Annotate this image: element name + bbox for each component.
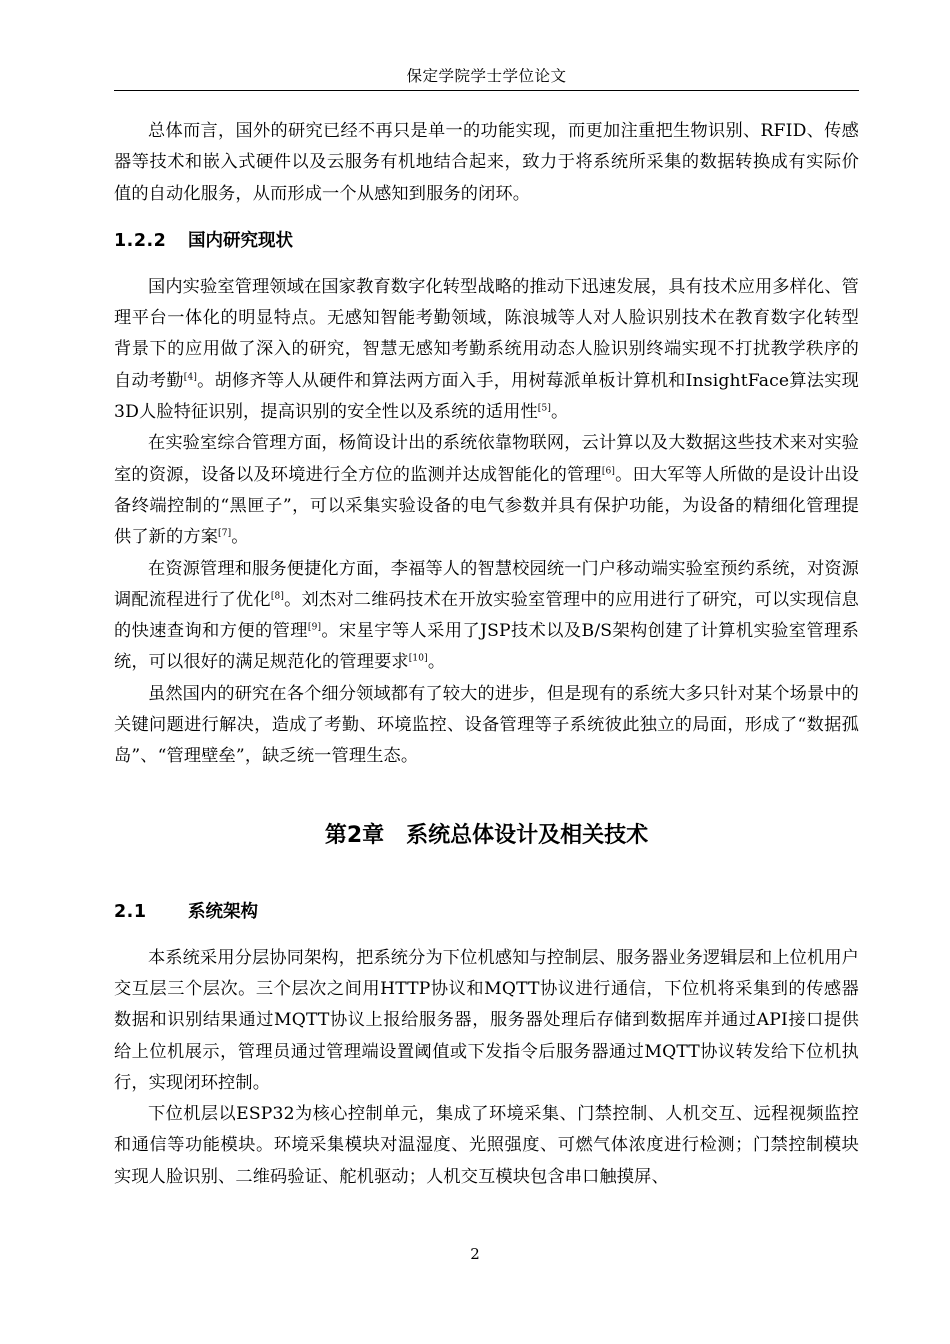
paragraph-lower-layer: 下位机层以ESP32为核心控制单元，集成了环境采集、门禁控制、人机交互、远程视频监控和通信等功能模块。环境采集模块对温湿度、光照强度、可燃气体浓度进行检测；门禁控制模块实现人脸识别、二维码验证、舵机驱动；人机交互模块包含串口触摸屏、	[114, 1104, 859, 1187]
text-run: 在资源管理和服务便捷化方面，李福等人的智慧校园统一门户移动端实验室预约系统，对资源调配流程进行了优化	[114, 558, 859, 610]
section-number: 1.2.2	[114, 230, 167, 251]
citation-7: [7]	[218, 528, 232, 539]
section-title: 国内研究现状	[188, 230, 293, 251]
text-run: 在实验室综合管理方面，杨简设计出的系统依靠物联网，云计算以及大数据这些技术来对实验室的资源，设备以及环境进行全方位的监测并达成智能化的管理	[114, 433, 859, 485]
running-header: 保定学院学士学位论文	[406, 67, 567, 85]
citation-4: [4]	[183, 372, 197, 383]
citation-6: [6]	[601, 465, 616, 476]
text-run: 。	[231, 527, 249, 548]
citation-9: [9]	[307, 622, 322, 633]
header-rule	[114, 90, 859, 91]
page-content	[114, 116, 859, 1193]
paragraph-attendance-research	[114, 272, 859, 428]
section-title: 系统架构	[188, 901, 258, 922]
citation-8: [8]	[270, 591, 285, 602]
paragraph-foreign-summary: 总体而言，国外的研究已经不再只是单一的功能实现，而更加注重把生物识别、RFID、传感器等技术和嵌入式硬件以及云服务有机地结合起来，致力于将系统所采集的数据转换成有实际价值的自动化服务，从而形成一个从感知到服务的闭环。	[114, 121, 859, 204]
chapter-number: 第2章	[324, 822, 385, 848]
citation-10: [10]	[408, 653, 428, 664]
text-run: 。胡修齐等人从硬件和算法两方面入手，用树莓派单板计算机和InsightFace算法实现3D人脸特征识别，提高识别的安全性以及系统的适用性	[114, 370, 859, 423]
page-number: 2	[470, 1245, 480, 1263]
paragraph-resource-management	[114, 554, 859, 679]
section-heading-2-1	[114, 881, 859, 943]
chapter-heading	[114, 773, 859, 881]
section-heading-1-2-2	[114, 210, 859, 272]
section-number: 2.1	[114, 901, 147, 922]
text-run: 。田大军等人所做的是设计出设备终端控制的“黑匣子”，可以采集实验设备的电气参数并具有保护功能，为设备的精细化管理提供了新的方案	[114, 464, 859, 548]
text-run: 。宋星宇等人采用了JSP技术以及B/S架构创建了计算机实验室管理系统，可以很好的满足规范化的管理要求	[114, 621, 859, 673]
text-run: 国内实验室管理领域在国家教育数字化转型战略的推动下迅速发展，具有技术应用多样化、管理平台一体化的明显特点。无感知智能考勤领域，陈浪城等人对人脸识别技术在教育数字化转型背景下的应用做了深入的研究，智慧无感知考勤系统用动态人脸识别终端实现不打扰教学秩序的自动考勤	[114, 276, 859, 391]
text-run: 。	[427, 652, 446, 673]
text-run: 。	[550, 402, 569, 423]
text-run: 。刘杰对二维码技术在开放实验室管理中的应用进行了研究，可以实现信息的快速查询和方便的管理	[114, 589, 859, 642]
paragraph-domestic-summary: 虽然国内的研究在各个细分领域都有了较大的进步，但是现有的系统大多只针对某个场景中的关键问题进行解决，造成了考勤、环境监控、设备管理等子系统彼此独立的局面，形成了“数据孤岛”、“管理壁垒”，缺乏统一管理生态。	[114, 683, 859, 767]
citation-5: [5]	[537, 403, 551, 414]
chapter-title: 系统总体设计及相关技术	[406, 822, 649, 848]
paragraph-lab-management	[114, 428, 859, 553]
paragraph-architecture: 本系统采用分层协同架构，把系统分为下位机感知与控制层、服务器业务逻辑层和上位机用户交互层三个层次。三个层次之间用HTTP协议和MQTT协议进行通信，下位机将采集到的传感器数据和识别结果通过MQTT协议上报给服务器，服务器处理后存储到数据库并通过API接口提供给上位机展示，管理员通过管理端设置阈值或下发指令后服务器通过MQTT协议转发给下位机执行，实现闭环控制。	[114, 947, 859, 1093]
